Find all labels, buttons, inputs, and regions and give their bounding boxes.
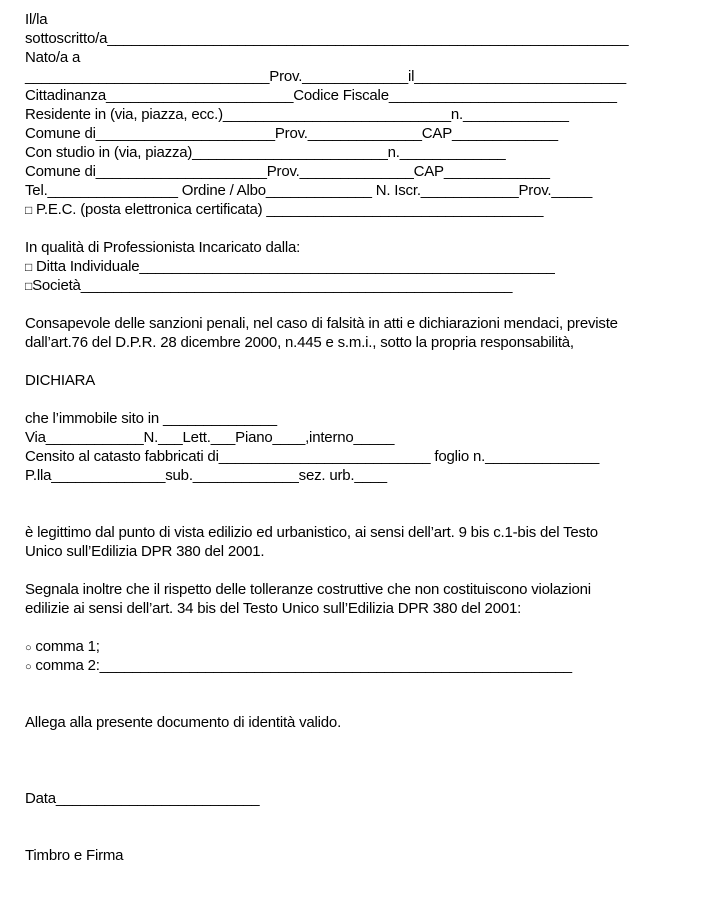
line-allega <box>25 713 690 732</box>
blank-line <box>25 808 690 827</box>
line-immobile-sito-in <box>25 409 690 428</box>
line-nato-a-text: Nato/a a <box>25 49 81 66</box>
line-il-la <box>25 10 690 29</box>
blank-line <box>25 504 690 523</box>
line-ditta-individuale <box>25 257 690 276</box>
line-dichiara <box>25 371 690 390</box>
line-residente-in <box>25 105 690 124</box>
line-sottoscritto-text: sottoscritto/a________________________________________________________________ <box>25 30 629 47</box>
blank-line <box>25 732 690 751</box>
line-allega-text: Allega alla presente documento di identità valido. <box>25 714 342 731</box>
line-segnala-1 <box>25 580 690 599</box>
line-societa <box>25 276 690 295</box>
blank-line <box>25 219 690 238</box>
line-cittadinanza-codice-fiscale <box>25 86 690 105</box>
line-in-qualita-text: In qualità di Professionista Incaricato dalla: <box>25 239 301 256</box>
line-comune-residenza-text: Comune di______________________Prov.______________CAP_____________ <box>25 125 558 142</box>
line-legittimo-2-text: Unico sull’Edilizia DPR 380 del 2001. <box>25 543 265 560</box>
line-comune-studio-text: Comune di_____________________Prov.______________CAP_____________ <box>25 163 550 180</box>
checkbox-icon: □ <box>25 278 33 293</box>
line-residente-in-text: Residente in (via, piazza, ecc.)____________________________n._____________ <box>25 106 569 123</box>
line-timbro-firma <box>25 846 690 865</box>
line-ditta-individuale-text: Ditta Individuale___________________________________________________ <box>32 258 555 275</box>
blank-line <box>25 751 690 770</box>
line-comma-1-text: comma 1; <box>31 638 100 655</box>
line-dichiara-text: DICHIARA <box>25 372 96 389</box>
option-circle-icon: ○ <box>25 660 32 673</box>
line-legittimo-1-text: è legittimo dal punto di vista edilizio ed urbanistico, ai sensi dell’art. 9 bis c.1-bis del Testo <box>25 524 598 541</box>
line-plla-sub-sez <box>25 466 690 485</box>
line-consapevole-2-text: dall’art.76 del D.P.R. 28 dicembre 2000, n.445 e s.m.i., sotto la propria responsabilità, <box>25 334 574 351</box>
line-via-n-lett-piano-interno-text: Via____________N.___Lett.___Piano____,interno_____ <box>25 429 395 446</box>
line-data-text: Data_________________________ <box>25 790 260 807</box>
line-sottoscritto <box>25 29 690 48</box>
blank-line <box>25 675 690 694</box>
blank-line <box>25 694 690 713</box>
line-immobile-sito-in-text: che l’immobile sito in ______________ <box>25 410 277 427</box>
blank-line <box>25 390 690 409</box>
line-comune-studio <box>25 162 690 181</box>
blank-line <box>25 827 690 846</box>
line-prov-il-text: ______________________________Prov._____________il__________________________ <box>25 68 626 85</box>
blank-line <box>25 352 690 371</box>
blank-line <box>25 485 690 504</box>
line-societa-text: Società_____________________________________________________ <box>32 277 513 294</box>
line-consapevole-1-text: Consapevole delle sanzioni penali, nel caso di falsità in atti e dichiarazioni mendaci, previste <box>25 315 618 332</box>
line-nato-a <box>25 48 690 67</box>
line-pec <box>25 200 690 219</box>
line-consapevole-2 <box>25 333 690 352</box>
line-consapevole-1 <box>25 314 690 333</box>
checkbox-icon: □ <box>25 202 33 217</box>
line-comma-2-text: comma 2:__________________________________________________________ <box>31 657 572 674</box>
line-segnala-1-text: Segnala inoltre che il rispetto delle tolleranze costruttive che non costituiscono violazioni <box>25 581 591 598</box>
line-segnala-2 <box>25 599 690 618</box>
line-censito-catasto-text: Censito al catasto fabbricati di__________________________ foglio n.______________ <box>25 448 600 465</box>
line-censito-catasto <box>25 447 690 466</box>
line-in-qualita <box>25 238 690 257</box>
line-pec-text: P.E.C. (posta elettronica certificata) __________________________________ <box>32 201 544 218</box>
line-tel-ordine-albo <box>25 181 690 200</box>
line-con-studio-in <box>25 143 690 162</box>
line-plla-sub-sez-text: P.lla______________sub._____________sez. urb.____ <box>25 467 387 484</box>
blank-line <box>25 295 690 314</box>
blank-line <box>25 618 690 637</box>
line-data <box>25 789 690 808</box>
line-comune-residenza <box>25 124 690 143</box>
line-con-studio-in-text: Con studio in (via, piazza)________________________n._____________ <box>25 144 506 161</box>
line-tel-ordine-albo-text: Tel.________________ Ordine / Albo_____________ N. Iscr.____________Prov._____ <box>25 182 593 199</box>
line-prov-il <box>25 67 690 86</box>
line-comma-1 <box>25 637 690 656</box>
line-segnala-2-text: edilizie ai sensi dell’art. 34 bis del Testo Unico sull’Edilizia DPR 380 del 2001: <box>25 600 522 617</box>
blank-line <box>25 561 690 580</box>
line-legittimo-1 <box>25 523 690 542</box>
line-cittadinanza-codice-fiscale-text: Cittadinanza_______________________Codice Fiscale____________________________ <box>25 87 617 104</box>
line-legittimo-2 <box>25 542 690 561</box>
line-timbro-firma-text: Timbro e Firma <box>25 847 124 864</box>
line-via-n-lett-piano-interno <box>25 428 690 447</box>
option-circle-icon: ○ <box>25 641 32 654</box>
blank-line <box>25 770 690 789</box>
line-il-la-text: Il/la <box>25 11 48 28</box>
checkbox-icon: □ <box>25 259 33 274</box>
line-comma-2 <box>25 656 690 675</box>
